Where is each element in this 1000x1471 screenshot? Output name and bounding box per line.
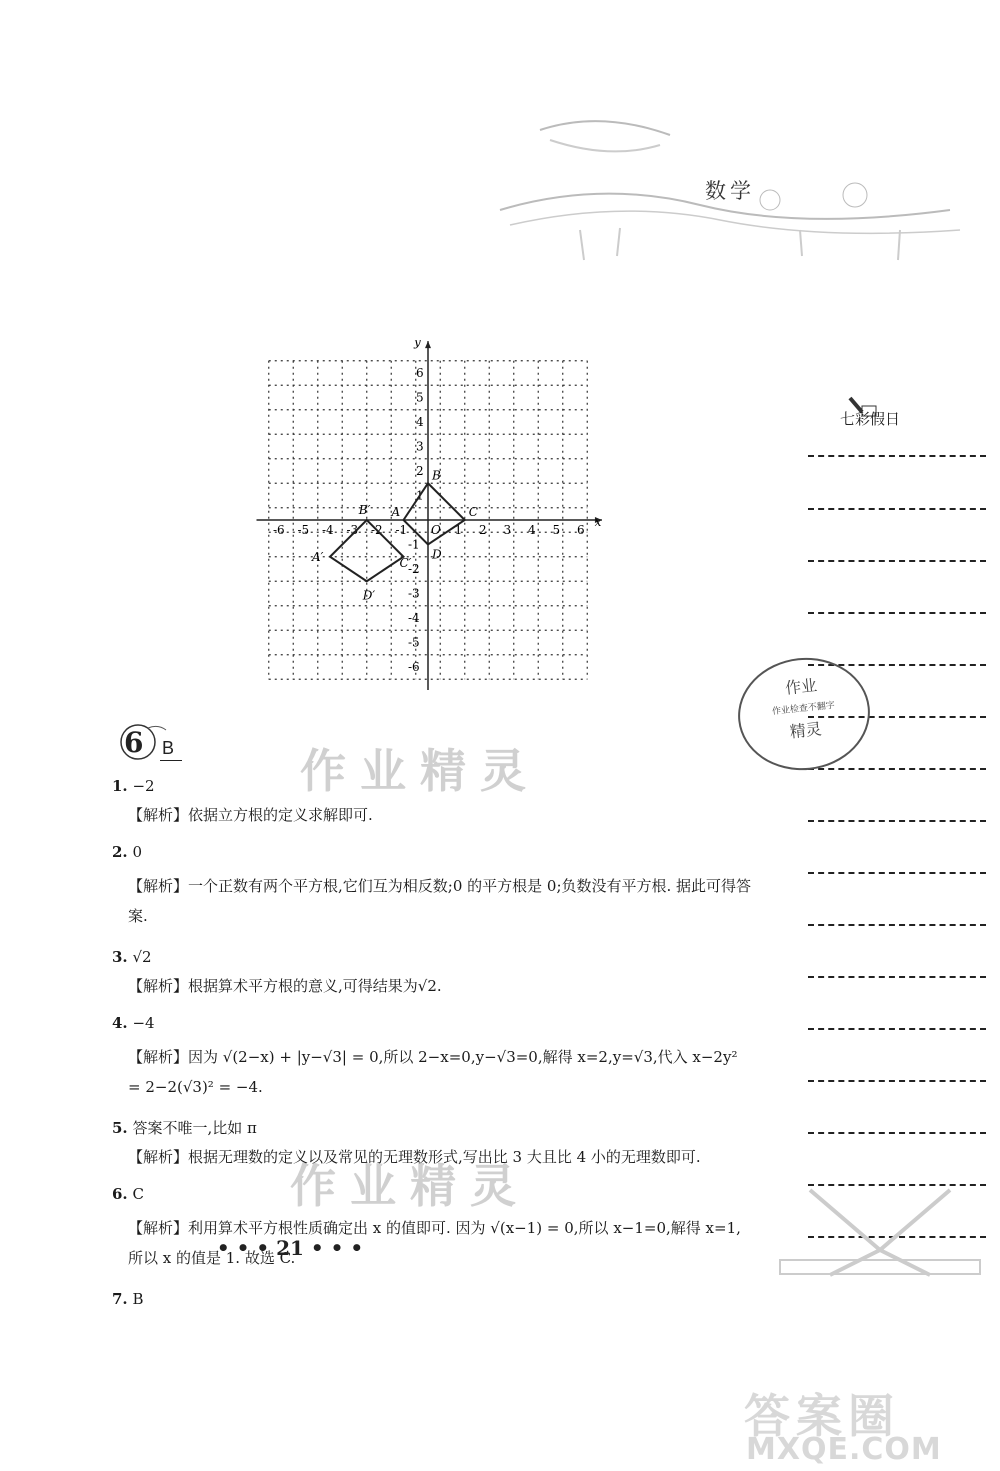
note-line: [808, 924, 986, 926]
x-tick-label: -4: [322, 523, 334, 537]
answer-item: 3. √2: [112, 948, 152, 966]
point-label: B: [432, 468, 441, 483]
y-tick-label: 4: [416, 415, 424, 429]
point-label: D: [432, 547, 442, 562]
sidebar-label: 七彩假日: [840, 411, 901, 428]
page-number: • • • 21 • • •: [216, 1236, 364, 1260]
point-label: A: [391, 505, 401, 519]
stamp-line-2: 作业检查不翻字: [771, 700, 836, 718]
point-label: A′: [312, 549, 324, 564]
explanation: 【解析】利用算术平方根性质确定出 x 的值即可. 因为 √(x−1) = 0,所以 x−1=0,解得 x=1,所以 x 的值是 1. 故选 C.: [128, 1219, 741, 1267]
y-tick-label: 1: [416, 488, 424, 503]
stamp-line-3: 精灵: [788, 719, 823, 742]
note-line: [808, 820, 986, 822]
point-label: C: [468, 505, 478, 519]
point-label: B′: [358, 503, 371, 517]
note-line: [808, 560, 986, 562]
y-tick-label: -6: [408, 660, 420, 674]
windmill-decoration: [770, 1180, 990, 1280]
homework-stamp: [733, 651, 876, 776]
stamp-line-1: 作业: [784, 675, 819, 698]
x-tick-label: -2: [371, 523, 383, 537]
y-tick-label: 2: [416, 464, 424, 478]
section-rule: [160, 760, 182, 761]
origin-label: O: [431, 523, 441, 537]
explanation: 【解析】因为 √(2−x) + |y−√3| = 0,所以 2−x=0,y−√3=0,解得 x=2,y=√3,代入 x−2y² = 2−2(√3)² = −4.: [128, 1048, 738, 1096]
x-tick-label: 4: [528, 523, 536, 537]
answer-item: 1. −2: [112, 777, 155, 795]
coordinate-graph: [250, 340, 610, 690]
x-tick-label: -5: [297, 523, 310, 537]
x-axis-label: x: [594, 515, 602, 529]
y-tick-label: -3: [408, 586, 420, 601]
y-tick-label: 5: [416, 390, 424, 405]
point-label: C′: [399, 555, 412, 570]
section-letter: B: [162, 738, 175, 758]
x-tick-label: -3: [346, 523, 359, 537]
explanation: 【解析】一个正数有两个平方根,它们互为相反数;0 的平方根是 0;负数没有平方根. 据此可得答案.: [128, 877, 752, 925]
answer-item: 4. −4: [112, 1014, 155, 1032]
explanation: 【解析】依据立方根的定义求解即可.: [128, 806, 373, 824]
note-line: [808, 1080, 986, 1082]
x-tick-label: 5: [552, 523, 561, 537]
x-tick-label: 6: [577, 523, 585, 537]
answer-item: 7. B: [112, 1290, 144, 1308]
explanation: 【解析】根据算术平方根的意义,可得结果为√2.: [128, 977, 442, 995]
x-tick-label: 2: [479, 523, 487, 537]
section-number: 6: [124, 726, 144, 759]
y-tick-label: 6: [416, 366, 424, 380]
y-tick-label: 3: [416, 439, 424, 454]
watermark: 作业精灵: [290, 1159, 530, 1213]
x-tick-label: 3: [503, 523, 512, 537]
answer-item: 5. 答案不唯一,比如 π: [112, 1119, 257, 1137]
answer-item: 6. C: [112, 1185, 144, 1203]
y-tick-label: -4: [408, 611, 420, 625]
y-axis-arrow-icon: [425, 341, 431, 348]
x-tick-label: 1: [454, 523, 463, 537]
site-url: MXQE.COM: [746, 1432, 942, 1467]
note-line: [808, 872, 986, 874]
answer-list: [112, 770, 752, 1310]
note-line: [808, 612, 986, 614]
site-logo: 答案圈: [744, 1389, 900, 1443]
section-badge: [118, 722, 175, 762]
point-label: D′: [362, 588, 376, 603]
subject-title: 数学: [705, 179, 755, 203]
note-line: [808, 1132, 986, 1134]
explanation: 【解析】根据无理数的定义以及常见的无理数形式,写出比 3 大且比 4 小的无理数即可.: [128, 1148, 701, 1166]
note-line: [808, 976, 986, 978]
x-tick-label: -1: [395, 523, 408, 537]
watermark: 作业精灵: [300, 744, 540, 798]
answer-item: 2. 0: [112, 843, 142, 861]
note-line: [808, 455, 986, 457]
note-line: [808, 508, 986, 510]
note-line: [808, 768, 986, 770]
note-line: [808, 1028, 986, 1030]
x-tick-label: -6: [273, 523, 285, 537]
y-tick-label: -2: [408, 562, 420, 576]
y-tick-label: -5: [408, 635, 420, 650]
y-axis-label: y: [414, 340, 421, 350]
y-tick-label: -1: [408, 537, 420, 552]
